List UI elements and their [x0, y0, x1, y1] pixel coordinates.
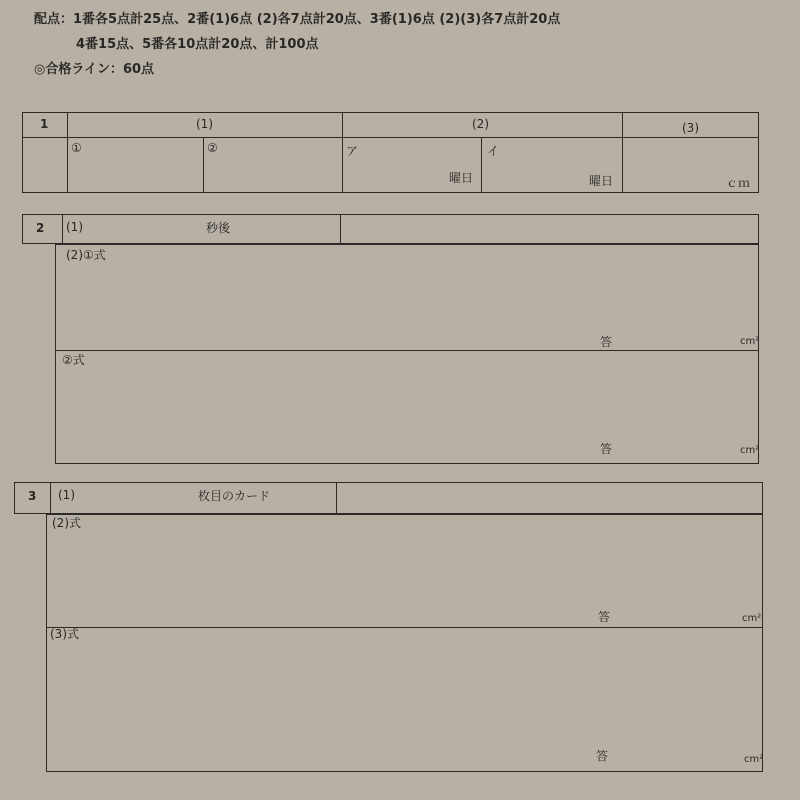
q1-cm-unit: ｃｍ [726, 176, 751, 190]
q3-part1-unit: 枚目のカード [198, 489, 271, 503]
q2-2-1-unit: cm² [740, 336, 760, 347]
q2-2-2-unit: cm² [740, 445, 760, 456]
q3-1-answer-field[interactable] [338, 484, 761, 512]
q1-number: 1 [40, 117, 49, 131]
q1-i-label: イ [487, 144, 500, 158]
q2-1-answer-field[interactable] [342, 216, 757, 242]
q3-3-label: (3)式 [50, 627, 79, 641]
q2-2-1-work-area[interactable] [57, 246, 760, 348]
q1-a-label: ア [346, 144, 359, 158]
scoring-line-1: 配点：1番各5点計25点、2番(1)6点 (2)各7点計20点、3番(1)6点 (2)(3)各7点計20点 [34, 12, 561, 27]
q3-2-label: (2)式 [52, 516, 81, 530]
q2-2-1-label: (2)①式 [66, 248, 106, 262]
q1-sub2-label: ② [207, 141, 218, 155]
q1-sub1-label: ① [71, 141, 82, 155]
q1-1-2-answer-field[interactable] [205, 139, 340, 191]
q1-i-unit: 曜日 [589, 174, 614, 188]
q2-part1-label: (1) [66, 220, 83, 234]
q3-2-answer-label: 答 [598, 610, 611, 624]
q3-2-work-area[interactable] [48, 516, 761, 625]
q2-2-2-work-area[interactable] [57, 352, 760, 462]
q3-3-unit: cm² [744, 754, 764, 765]
q1-3-answer-field[interactable] [624, 139, 757, 191]
q1-a-unit: 曜日 [449, 171, 474, 185]
q1-1-1-answer-field[interactable] [69, 139, 201, 191]
q3-2-unit: cm² [742, 613, 762, 624]
q3-3-answer-label: 答 [596, 749, 609, 763]
scoring-line-2: 4番15点、5番各10点計20点、計100点 [76, 37, 319, 52]
q2-part1-unit: 秒後 [206, 221, 231, 235]
q1-2-i-answer-field[interactable] [483, 139, 620, 191]
q2-2-2-answer-label: 答 [600, 442, 613, 456]
pass-line: ◎合格ライン：60点 [34, 62, 155, 77]
q2-2-1-answer-label: 答 [600, 335, 613, 349]
q3-3-work-area[interactable] [48, 629, 764, 770]
q2-2-2-label: ②式 [62, 353, 85, 367]
q1-part2-label: (2) [472, 117, 489, 131]
q3-part1-label: (1) [58, 488, 75, 502]
q1-part3-label: (3) [682, 121, 699, 135]
q2-number: 2 [36, 221, 45, 235]
q1-part1-label: (1) [196, 117, 213, 131]
q3-number: 3 [28, 489, 37, 503]
q1-2-a-answer-field[interactable] [344, 139, 479, 191]
